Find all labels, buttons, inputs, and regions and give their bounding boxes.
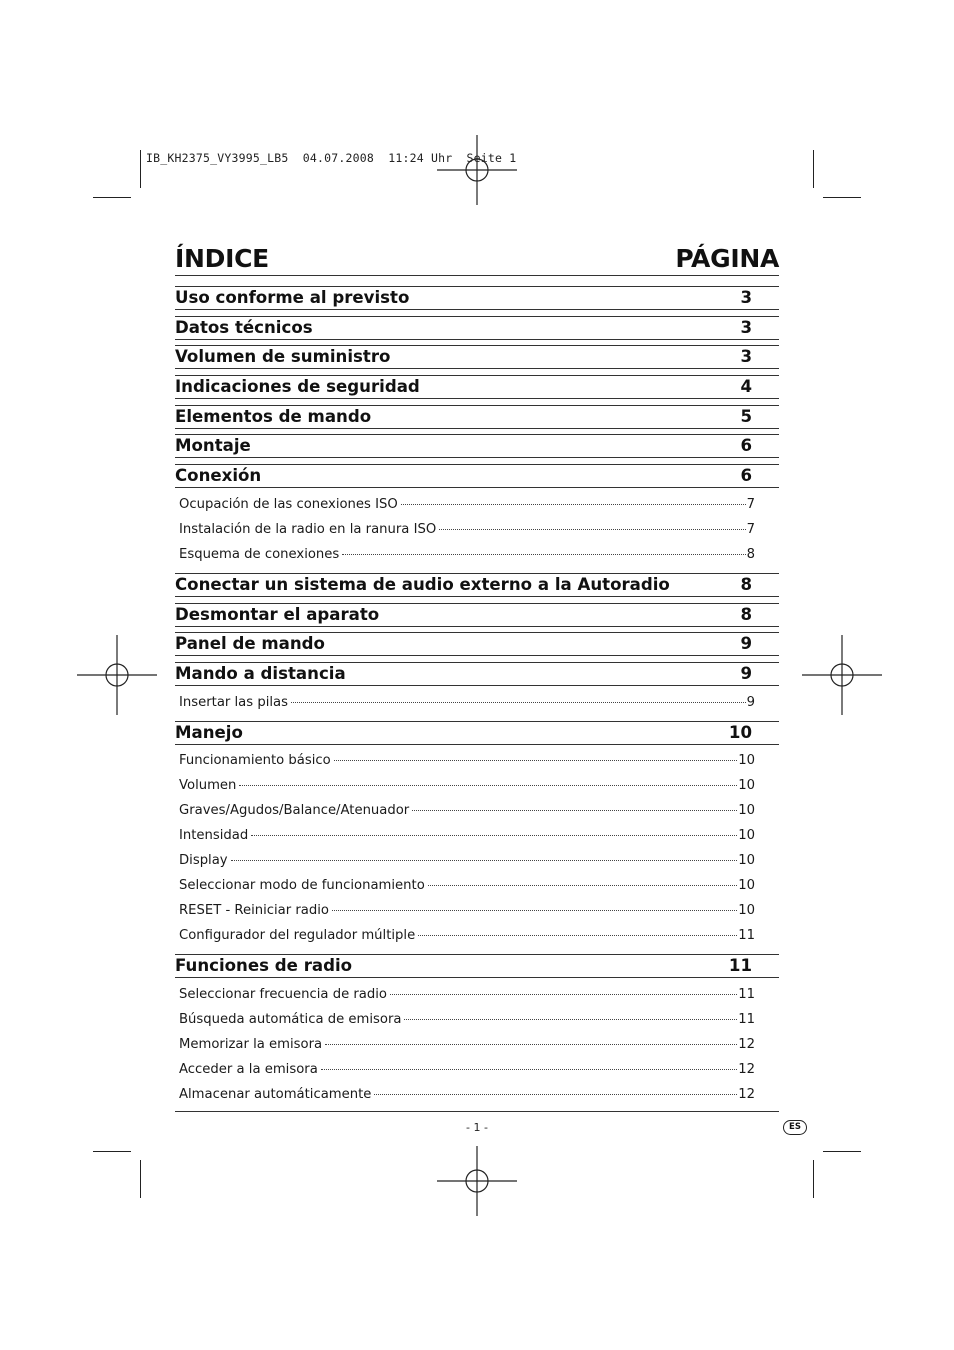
dot-leader — [374, 1093, 737, 1095]
toc-subsection-title: Insertar las pilas — [179, 694, 288, 710]
toc-subsection[interactable] — [175, 798, 779, 823]
toc-section-title: Montaje — [175, 436, 251, 456]
toc-section-page: 10 — [728, 722, 752, 742]
toc-section-page: 5 — [740, 406, 752, 426]
registration-mark-icon — [437, 130, 517, 210]
dot-leader — [325, 1043, 737, 1045]
crop-mark — [813, 150, 814, 188]
toc-section[interactable] — [175, 721, 779, 745]
toc-section-page: 6 — [740, 466, 752, 486]
toc-subsection-page: 10 — [738, 778, 755, 794]
toc-subsection[interactable] — [175, 873, 779, 898]
toc-subsection-page: 11 — [738, 1011, 755, 1027]
toc-section-title: Volumen de suministro — [175, 347, 391, 367]
toc-subsection-title: Configurador del regulador múltiple — [179, 928, 416, 944]
toc-subsection-title: Instalación de la radio en la ranura ISO — [179, 521, 437, 537]
toc-section[interactable] — [175, 316, 779, 340]
toc-section-page: 3 — [740, 317, 752, 337]
toc-subsection[interactable] — [175, 1007, 779, 1032]
toc-section-title: Datos técnicos — [175, 317, 313, 337]
toc-section[interactable] — [175, 345, 779, 369]
toc-subsection-list — [175, 982, 779, 1107]
toc-section-title: Desmontar el aparato — [175, 604, 380, 624]
toc-subsection[interactable] — [175, 492, 779, 517]
toc-section-title: Conexión — [175, 466, 262, 486]
toc-subsection-title: Almacenar automáticamente — [179, 1086, 372, 1102]
toc-subsection[interactable] — [175, 517, 779, 542]
toc-subsection[interactable] — [175, 898, 779, 923]
toc-subsection[interactable] — [175, 982, 779, 1007]
dot-leader — [239, 784, 737, 786]
toc-subsection-title: Volumen — [179, 778, 237, 794]
toc-section-title: Manejo — [175, 722, 243, 742]
toc-section-title: Funciones de radio — [175, 956, 353, 976]
dot-leader — [404, 1018, 737, 1020]
toc-subsection-title: Seleccionar modo de funcionamiento — [179, 878, 425, 894]
dot-leader — [321, 1068, 737, 1070]
index-heading: ÍNDICE — [175, 244, 269, 273]
toc-subsection-list — [175, 492, 779, 567]
toc-subsection-page: 9 — [746, 694, 755, 710]
toc-subsection-page: 11 — [738, 928, 755, 944]
dot-leader — [332, 909, 737, 911]
dot-leader — [418, 934, 737, 936]
toc-subsection-title: Memorizar la emisora — [179, 1036, 323, 1052]
toc-subsection-page: 10 — [738, 828, 755, 844]
toc-subsection-title: Acceder a la emisora — [179, 1061, 318, 1077]
dot-leader — [412, 809, 737, 811]
toc-subsection-title: Intensidad — [179, 828, 249, 844]
dot-leader — [401, 503, 746, 505]
toc-subsection-title: Esquema de conexiones — [179, 546, 340, 562]
dot-leader — [334, 759, 737, 761]
toc-section-page: 3 — [740, 288, 752, 307]
toc-section[interactable] — [175, 405, 779, 429]
toc-section[interactable] — [175, 286, 779, 310]
toc-section-page: 11 — [728, 956, 752, 976]
toc-section[interactable] — [175, 954, 779, 978]
toc-section[interactable] — [175, 632, 779, 656]
dot-leader — [439, 528, 745, 530]
dot-leader — [231, 859, 738, 861]
toc-subsection-title: Ocupación de las conexiones ISO — [179, 496, 398, 512]
toc-section-page: 8 — [740, 574, 752, 594]
toc-subsection[interactable] — [175, 823, 779, 848]
dot-leader — [428, 884, 737, 886]
language-badge: ES — [783, 1120, 807, 1135]
toc-section[interactable] — [175, 603, 779, 627]
toc-subsection[interactable] — [175, 1057, 779, 1082]
table-of-contents — [175, 286, 779, 1113]
toc-subsection-page: 12 — [738, 1036, 755, 1052]
toc-section-page: 9 — [740, 634, 752, 654]
toc-section-title: Indicaciones de seguridad — [175, 377, 420, 397]
toc-header — [175, 242, 779, 276]
toc-section-page: 8 — [740, 604, 752, 624]
crop-mark — [140, 150, 141, 188]
registration-mark-icon — [802, 635, 882, 715]
toc-subsection[interactable] — [175, 748, 779, 773]
toc-subsection[interactable] — [175, 1032, 779, 1057]
toc-section[interactable] — [175, 375, 779, 399]
crop-mark — [93, 197, 131, 198]
toc-subsection-title: Funcionamiento básico — [179, 753, 331, 769]
crop-mark — [813, 1160, 814, 1198]
footer-rule — [175, 1111, 779, 1112]
toc-subsection-title: Display — [179, 853, 228, 869]
toc-section-title: Uso conforme al previsto — [175, 288, 410, 307]
toc-subsection-page: 12 — [738, 1086, 755, 1102]
toc-subsection-title: RESET - Reiniciar radio — [179, 903, 329, 919]
crop-mark — [823, 1151, 861, 1152]
toc-subsection-page: 12 — [738, 1061, 755, 1077]
page-number: - 1 - — [466, 1121, 488, 1134]
page-heading: PÁGINA — [675, 244, 779, 273]
dot-leader — [342, 553, 745, 555]
toc-section[interactable] — [175, 464, 779, 488]
crop-mark — [140, 1160, 141, 1198]
toc-section-title: Mando a distancia — [175, 663, 346, 683]
toc-subsection-page: 8 — [746, 546, 755, 562]
toc-subsection[interactable] — [175, 690, 779, 715]
toc-section-title: Panel de mando — [175, 634, 325, 654]
crop-mark — [823, 197, 861, 198]
toc-section-page: 4 — [740, 377, 752, 397]
toc-subsection-page: 10 — [738, 803, 755, 819]
toc-subsection[interactable] — [175, 923, 779, 948]
toc-subsection-page: 11 — [738, 986, 755, 1002]
toc-section-page: 3 — [740, 347, 752, 367]
toc-section-page: 6 — [740, 436, 752, 456]
toc-subsection-page: 10 — [738, 903, 755, 919]
toc-subsection-page: 7 — [746, 521, 755, 537]
toc-subsection-title: Búsqueda automática de emisora — [179, 1011, 402, 1027]
toc-section-page: 9 — [740, 663, 752, 683]
dot-leader — [291, 701, 746, 703]
toc-subsection-title: Seleccionar frecuencia de radio — [179, 986, 387, 1002]
dot-leader — [251, 834, 737, 836]
toc-subsection-page: 7 — [746, 496, 755, 512]
toc-subsection-page: 10 — [738, 878, 755, 894]
toc-subsection-page: 10 — [738, 753, 755, 769]
toc-subsection[interactable] — [175, 848, 779, 873]
toc-subsection-title: Graves/Agudos/Balance/Atenuador — [179, 803, 410, 819]
toc-subsection[interactable] — [175, 773, 779, 798]
toc-section[interactable] — [175, 434, 779, 458]
toc-section[interactable] — [175, 662, 779, 686]
toc-subsection-list — [175, 690, 779, 715]
toc-subsection-list — [175, 748, 779, 948]
registration-mark-icon — [437, 1141, 517, 1221]
dot-leader — [390, 993, 737, 995]
toc-subsection-page: 10 — [738, 853, 755, 869]
toc-section-title: Conectar un sistema de audio externo a la Autoradio — [175, 574, 670, 594]
print-slug: IB_KH2375_VY3995_LB5 04.07.2008 11:24 Uhr Seite 1 — [146, 151, 517, 165]
toc-subsection[interactable] — [175, 542, 779, 567]
toc-subsection[interactable] — [175, 1082, 779, 1107]
toc-section[interactable] — [175, 573, 779, 597]
crop-mark — [93, 1151, 131, 1152]
registration-mark-icon — [77, 635, 157, 715]
toc-section-title: Elementos de mando — [175, 406, 372, 426]
